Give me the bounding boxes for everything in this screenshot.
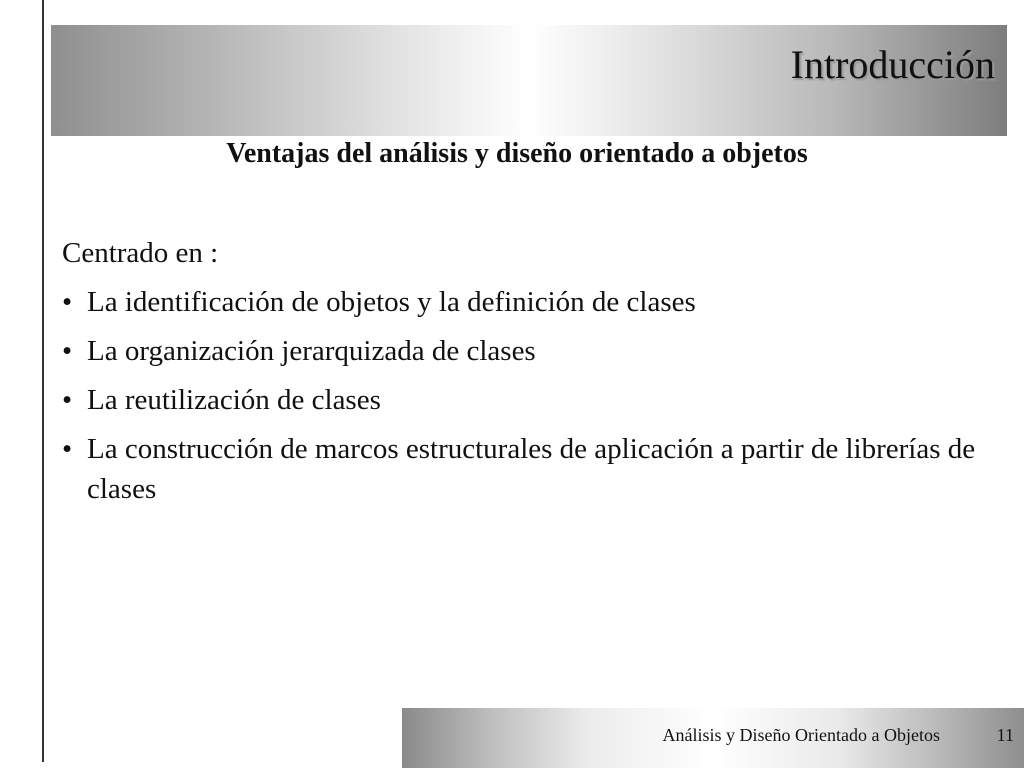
bullet-text: La construcción de marcos estructurales de aplicación a partir de librerías de clases: [87, 433, 976, 505]
bullet-text: La organización jerarquizada de clases: [87, 335, 536, 367]
bullet-item: [62, 331, 982, 371]
intro-line: Centrado en :: [62, 237, 219, 269]
page-number: 11: [996, 725, 1014, 745]
bullet-icon: •: [62, 433, 73, 465]
bullet-text: La identificación de objetos y la definición de clases: [87, 286, 696, 318]
bullet-item: [62, 282, 982, 322]
left-margin-rule: [42, 0, 44, 762]
bullet-icon: •: [62, 384, 73, 416]
bullet-icon: •: [62, 335, 73, 367]
bullet-item: [62, 429, 982, 509]
bullet-item: [62, 380, 982, 420]
slide-title: Introducción: [790, 42, 995, 87]
bullet-icon: •: [62, 286, 73, 318]
bullet-text: La reutilización de clases: [87, 384, 381, 416]
footer-course-title: Análisis y Diseño Orientado a Objetos: [662, 725, 940, 745]
title-banner: [51, 25, 1007, 136]
bullet-list: [62, 282, 982, 509]
slide-body: [62, 233, 982, 518]
footer-banner: [402, 708, 1024, 768]
slide-subtitle: Ventajas del análisis y diseño orientado a objetos: [226, 138, 808, 169]
